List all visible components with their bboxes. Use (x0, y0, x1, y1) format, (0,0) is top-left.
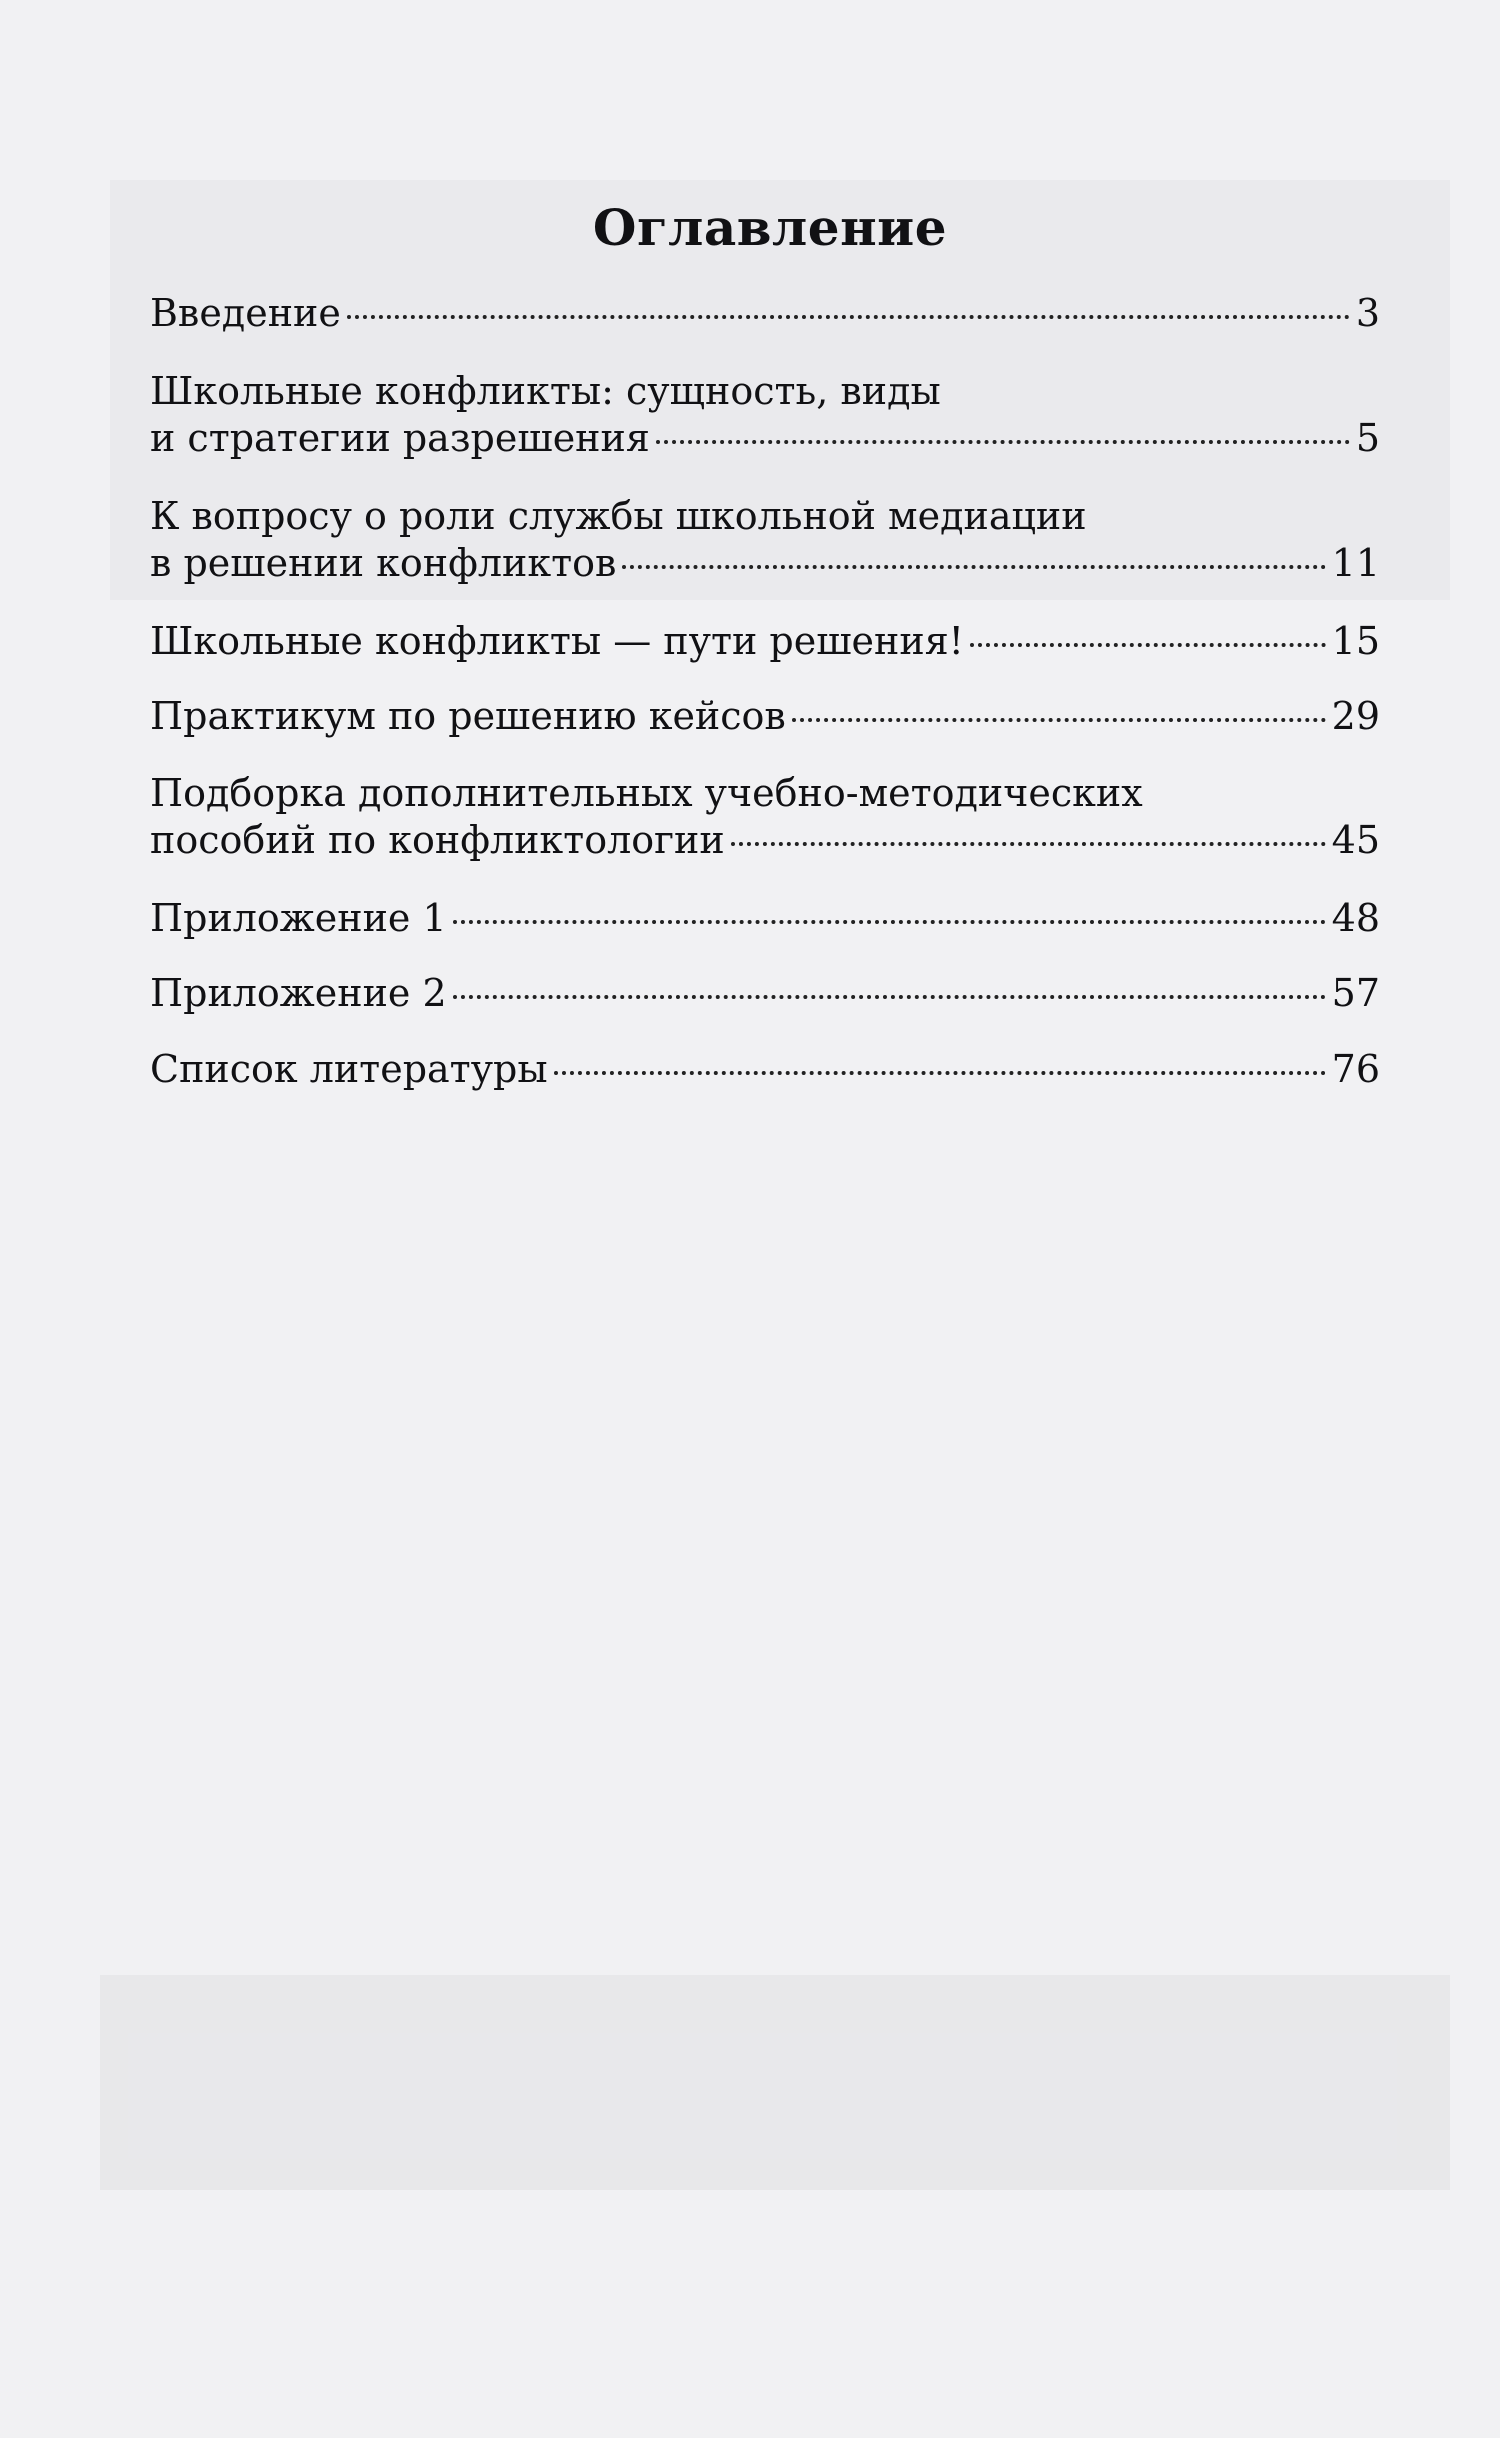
dot-leader (453, 920, 1326, 924)
page-title: Оглавление (592, 198, 948, 257)
toc-entry (150, 895, 1380, 942)
dot-leader (453, 995, 1326, 999)
toc-page-number: 76 (1331, 1047, 1380, 1091)
toc-entry (150, 770, 1380, 864)
toc-entry-title: Список литературы (150, 1047, 548, 1091)
toc-entry (150, 970, 1380, 1017)
toc-entry (150, 693, 1380, 740)
show-through-bottom (100, 1975, 1450, 2190)
toc-entry (150, 618, 1380, 665)
toc-entry (150, 1046, 1380, 1093)
dot-leader (622, 565, 1325, 569)
dot-leader (656, 440, 1350, 444)
toc-entry-title: Подборка дополнительных учебно-методических (150, 771, 1143, 815)
dot-leader (347, 315, 1350, 319)
dot-leader (554, 1071, 1326, 1075)
toc-page-number: 15 (1331, 619, 1380, 663)
toc-entry-title: Практикум по решению кейсов (150, 694, 786, 738)
toc-entry-title: Приложение 1 (150, 896, 447, 940)
dot-leader (970, 643, 1326, 647)
toc-entry-title: Школьные конфликты — пути решения! (150, 619, 964, 663)
toc-page-number: 48 (1331, 896, 1380, 940)
toc-entry-title: К вопросу о роли службы школьной медиации (150, 494, 1087, 538)
toc-entry (150, 368, 1380, 462)
toc-entry-title-continued: пособий по конфликтологии (150, 818, 725, 862)
toc-page-number: 45 (1331, 818, 1380, 862)
toc-entry (150, 290, 1380, 337)
toc-entry-title: Введение (150, 291, 341, 335)
toc-page-number: 3 (1355, 291, 1380, 335)
toc-entry-title-continued: в решении конфликтов (150, 541, 617, 585)
toc-entry-title-continued: и стратегии разрешения (150, 416, 650, 460)
toc-entry (150, 493, 1380, 587)
dot-leader (792, 718, 1326, 722)
toc-page-number: 57 (1331, 971, 1380, 1015)
toc-entry-title: Приложение 2 (150, 971, 447, 1015)
toc-entry-title: Школьные конфликты: сущность, виды (150, 369, 941, 413)
toc-page-number: 5 (1355, 416, 1380, 460)
toc-page-number: 29 (1331, 694, 1380, 738)
toc-page-number: 11 (1331, 541, 1380, 585)
dot-leader (731, 842, 1326, 846)
